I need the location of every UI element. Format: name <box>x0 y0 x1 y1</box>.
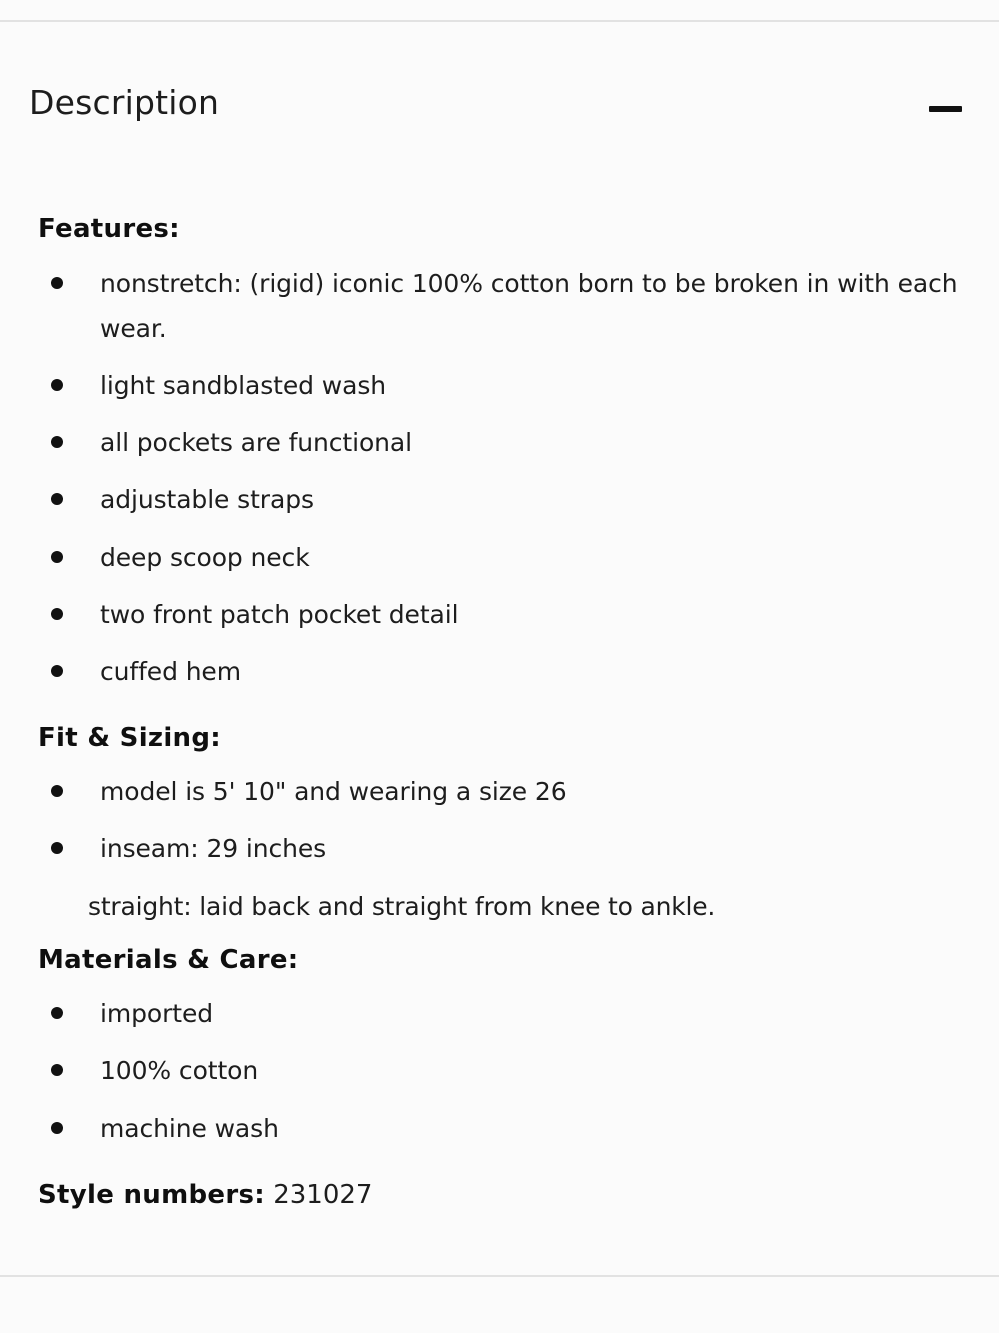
bullet-icon <box>51 842 63 854</box>
bullet-icon <box>51 379 63 391</box>
fit-sizing-heading: Fit & Sizing: <box>38 723 221 753</box>
bullet-icon <box>51 1122 63 1134</box>
feature-item-text: light sandblasted wash <box>100 371 387 400</box>
materials-item-text: imported <box>100 999 213 1028</box>
bullet-icon <box>51 277 63 289</box>
bullet-icon <box>51 665 63 677</box>
description-title: Description <box>29 83 220 122</box>
style-numbers-label: Style numbers: <box>38 1180 265 1210</box>
description-accordion-header[interactable] <box>0 22 999 152</box>
materials-care-heading: Materials & Care: <box>38 945 299 975</box>
style-numbers-value: 231027 <box>273 1180 373 1210</box>
materials-item-text: machine wash <box>100 1114 279 1143</box>
bullet-icon <box>51 551 63 563</box>
fit-note: straight: laid back and straight from knee to ankle. <box>88 892 716 921</box>
feature-item-text: deep scoop neck <box>100 543 310 572</box>
fit-item-text: model is 5' 10" and wearing a size 26 <box>100 777 567 806</box>
feature-item-text: adjustable straps <box>100 485 314 514</box>
bottom-divider <box>0 1275 999 1277</box>
minus-icon[interactable] <box>929 106 962 112</box>
feature-item-text: nonstretch: (rigid) iconic 100% cotton born to be broken in with each wear. <box>100 269 958 343</box>
materials-item-text: 100% cotton <box>100 1056 259 1085</box>
bullet-icon <box>51 436 63 448</box>
fit-item-text: inseam: 29 inches <box>100 834 327 863</box>
bullet-icon <box>51 608 63 620</box>
bullet-icon <box>51 1064 63 1076</box>
features-heading: Features: <box>38 214 180 244</box>
feature-item-text: cuffed hem <box>100 657 241 686</box>
bullet-icon <box>51 1007 63 1019</box>
style-numbers <box>38 1182 372 1208</box>
bullet-icon <box>51 785 63 797</box>
bullet-icon <box>51 493 63 505</box>
feature-item-text: all pockets are functional <box>100 428 412 457</box>
feature-item-text: two front patch pocket detail <box>100 600 459 629</box>
